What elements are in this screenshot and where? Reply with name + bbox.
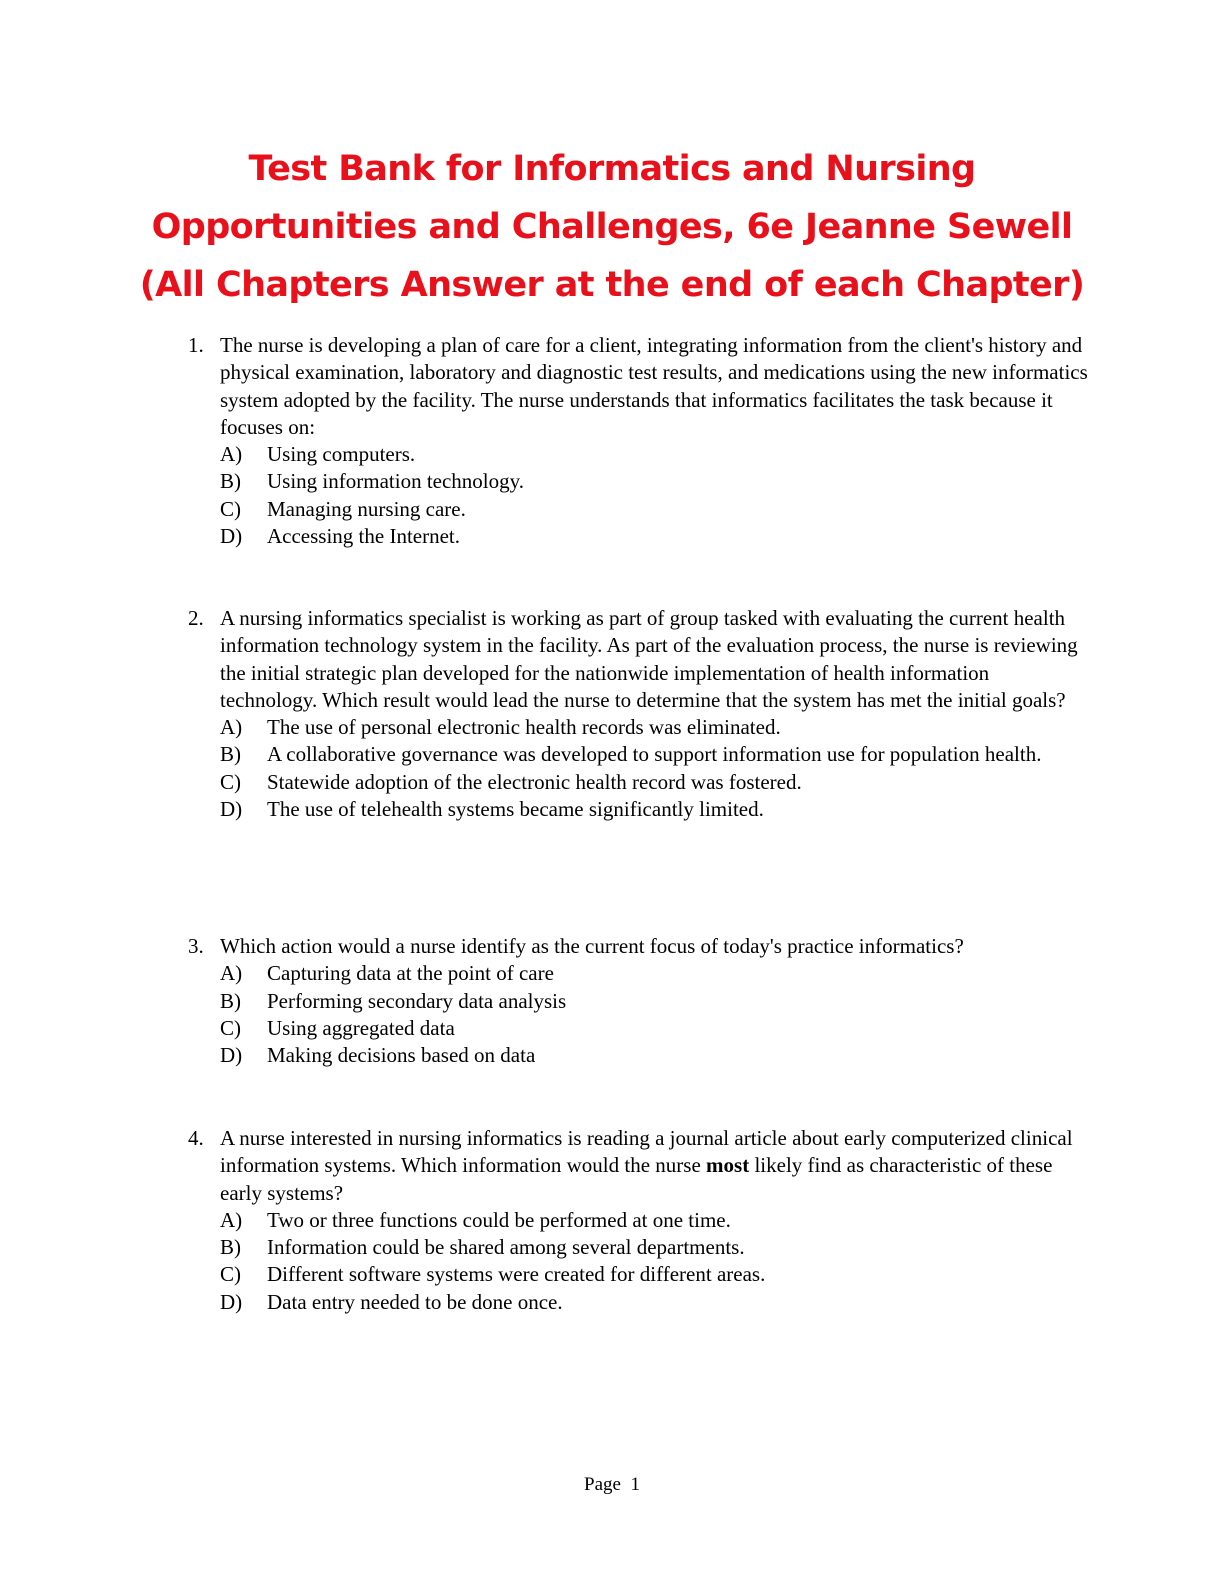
answer-choice-c — [220, 1015, 1088, 1042]
answer-choices — [220, 1207, 1088, 1316]
question-stem-row — [188, 1125, 1088, 1207]
question-3 — [188, 933, 1088, 1069]
choice-text: A collaborative governance was developed to support information use for population health. — [267, 742, 1042, 767]
choice-text: Performing secondary data analysis — [267, 988, 567, 1013]
choice-letter: A) — [220, 442, 243, 467]
choice-letter: D) — [220, 1289, 243, 1314]
emphasis-word: most — [706, 1153, 750, 1178]
title-line-1: Test Bank for Informatics and Nursing — [248, 149, 976, 189]
question-stem-row — [188, 933, 1088, 960]
answer-choice-a — [220, 714, 1088, 741]
choice-letter: C) — [220, 769, 241, 794]
choice-letter: A) — [220, 715, 243, 740]
answer-choice-b — [220, 1234, 1088, 1261]
choice-text: The use of personal electronic health records was eliminated. — [267, 715, 781, 740]
question-4 — [188, 1125, 1088, 1316]
page-footer — [0, 1474, 1224, 1496]
choice-letter: B) — [220, 742, 241, 767]
choice-letter: B) — [220, 469, 241, 494]
document-title — [0, 140, 1224, 314]
question-stem-part: A nurse interested in nursing informatics is reading a journal article about early computerized clinical information systems. Which information would the nurse — [220, 1126, 1073, 1178]
answer-choices — [220, 441, 1088, 550]
choice-text: Two or three functions could be performed at one time. — [267, 1207, 731, 1232]
choice-letter: D) — [220, 797, 243, 822]
question-number: 3. — [188, 934, 204, 958]
choice-text: Using computers. — [267, 442, 416, 467]
choice-text: Statewide adoption of the electronic health record was fostered. — [267, 769, 802, 794]
title-line-3: (All Chapters Answer at the end of each Chapter) — [139, 265, 1085, 305]
choice-letter: B) — [220, 988, 241, 1013]
question-stem-part: likely find as characteristic of these early systems? — [220, 1153, 1053, 1205]
choice-letter: C) — [220, 496, 241, 521]
question-number: 1. — [188, 333, 204, 357]
answer-choice-c — [220, 496, 1088, 523]
choice-text: Accessing the Internet. — [267, 524, 461, 549]
choice-letter: A) — [220, 1207, 243, 1232]
question-stem: Which action would a nurse identify as the current focus of today's practice informatics? — [220, 934, 964, 958]
choice-letter: D) — [220, 524, 243, 549]
question-stem-row — [188, 605, 1088, 714]
answer-choice-a — [220, 441, 1088, 468]
choice-letter: B) — [220, 1235, 241, 1260]
answer-choice-d — [220, 523, 1088, 550]
choice-letter: C) — [220, 1262, 241, 1287]
answer-choice-d — [220, 1289, 1088, 1316]
choice-text: Different software systems were created for different areas. — [267, 1262, 766, 1287]
choice-text: Making decisions based on data — [267, 1043, 536, 1068]
choice-text: Using aggregated data — [267, 1015, 455, 1040]
answer-choice-a — [220, 960, 1088, 987]
answer-choice-b — [220, 988, 1088, 1015]
answer-choices — [220, 960, 1088, 1069]
question-stem: A nursing informatics specialist is working as part of group tasked with evaluating the current health information technology system in the facility. As part of the evaluation process, the nurse is reviewing the initial strategic plan developed for the nationwide implementation of health information technology. Which result would lead the nurse to determine that the system has met the initial goals? — [220, 606, 1078, 712]
answer-choice-b — [220, 741, 1088, 768]
choice-text: Capturing data at the point of care — [267, 961, 554, 986]
choice-text: Information could be shared among several departments. — [267, 1235, 745, 1260]
question-stem-row — [188, 332, 1088, 441]
choice-text: Managing nursing care. — [267, 496, 466, 521]
page-label: Page — [584, 1474, 621, 1495]
answer-choices — [220, 714, 1088, 823]
question-stem — [220, 1125, 1088, 1207]
question-number: 4. — [188, 1126, 204, 1150]
answer-choice-a — [220, 1207, 1088, 1234]
choice-letter: A) — [220, 961, 243, 986]
choice-text: Data entry needed to be done once. — [267, 1289, 563, 1314]
choice-letter: D) — [220, 1043, 243, 1068]
title-line-2: Opportunities and Challenges, 6e Jeanne Sewell — [151, 207, 1073, 247]
answer-choice-d — [220, 1042, 1088, 1069]
answer-choice-b — [220, 468, 1088, 495]
choice-text: The use of telehealth systems became significantly limited. — [267, 797, 764, 822]
question-1 — [188, 332, 1088, 550]
choice-letter: C) — [220, 1015, 241, 1040]
choice-text: Using information technology. — [267, 469, 525, 494]
question-2 — [188, 605, 1088, 823]
page-number: 1 — [630, 1474, 640, 1495]
answer-choice-c — [220, 1261, 1088, 1288]
answer-choice-d — [220, 796, 1088, 823]
answer-choice-c — [220, 769, 1088, 796]
question-stem: The nurse is developing a plan of care for a client, integrating information from the client's history and physical examination, laboratory and diagnostic test results, and medications using the new informatics system adopted by the facility. The nurse understands that informatics facilitates the task because it focuses on: — [220, 333, 1088, 439]
question-number: 2. — [188, 606, 204, 630]
